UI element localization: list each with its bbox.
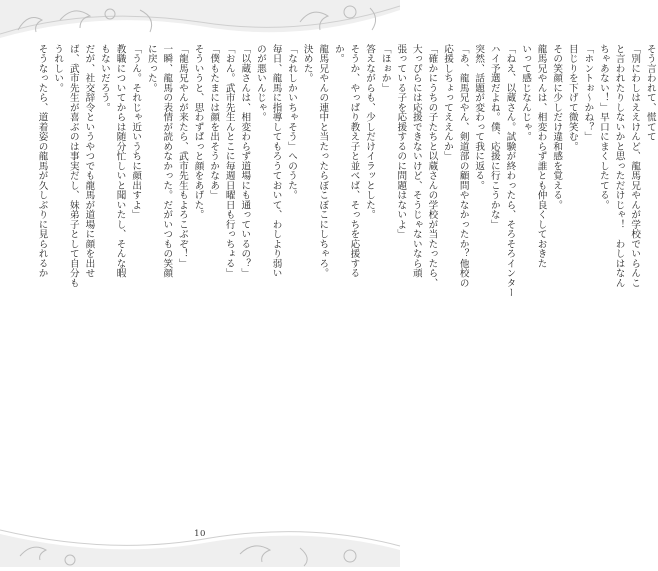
top-floral-ornament [0,0,400,44]
text-column: うれしい。 [52,44,64,93]
text-column: 毎日、龍馬に指導してもろうておいて、わしより弱い [270,44,282,278]
text-column: 突然、話題が変わって我に返る。 [473,44,485,191]
text-column: 「なれしかいちゃそう」へのうた。 [286,44,298,200]
text-column: 「あ、龍馬兄やん、剣道部の顧問やなかったか？他校の [457,44,469,288]
text-column: 決めた。 [301,44,313,83]
text-column: ハイ予選だよね。僕、応援に行こうかな」 [488,44,500,230]
text-column: と言われたりしないかと思っただけじゃ！ わしはなん [613,44,625,288]
text-column: ば、武市先生が喜ぶのは事実だし、妹弟子として自分も [67,44,79,288]
text-column: そうなったら、道着姿の龍馬が久しぶりに見られるか [36,44,48,278]
floral-pattern-top [0,0,400,44]
text-column: そう言われて、慌てて [644,44,656,142]
text-column: 張っている子を応援するのに問題はないよ」 [395,44,407,239]
text-column: 教職についてからは随分忙しいと聞いたし、そんな暇 [114,44,126,278]
text-column: もないだろう。 [98,44,110,113]
text-column: 応援しちょってええんか」 [442,44,454,161]
bottom-floral-ornament [0,520,400,567]
page-number: 10 [194,529,206,539]
text-column: 「別にわしはええけんど、龍馬兄やんが学校でいらんこ [629,44,641,288]
text-column: そうか、やっぱり教え子と並べば、そっちを応援する [348,44,360,278]
text-column: だが、社交辞令というやつでも龍馬が道場に顔を出せ [83,44,95,278]
text-column: 「おん。武市先生んとこに毎週日曜日も行っちょる」 [223,44,235,278]
page-body [34,44,656,516]
text-column: 「確かにうちの子たちと以蔵さんの学校が当たったら、 [426,44,438,288]
text-column: に戻った。 [145,44,157,93]
floral-pattern-bottom [0,520,400,567]
text-column: その笑顔に少しだけ違和感を覚える。 [551,44,563,210]
text-column: ちゃあない！」早口にまくしたてる。 [597,44,609,210]
text-column: 大っぴらには応援できないけど、そうじゃないなら頑 [410,44,422,278]
text-column: のが悪いんじゃ。 [254,44,266,122]
text-column: 「ほぉか」 [379,44,391,93]
text-column: 龍馬兄やんは、相変わらず誰とも仲良くしておきた [535,44,547,269]
text-column: 「僕もたまには顔を出そうかなあ」 [208,44,220,200]
text-column: 一瞬、龍馬の表情が読めなかった。だがいつもの笑顔 [161,44,173,278]
text-column: 目じりを下げて微笑む。 [566,44,578,152]
text-column: そういうと、思わずぱっと顔をあげた。 [192,44,204,220]
text-column: 龍馬兄やんの連中と当たったらぼこぼこにしちゃろ。 [317,44,329,278]
text-column: 答えながらも、少しだけイラッとした。 [364,44,376,220]
text-column: か。 [332,44,344,64]
text-column: いって感じなんじゃ。 [520,44,531,142]
text-column: 「うん。それじゃ近いうちに顔出すよ」 [130,44,142,220]
text-column: 「以蔵さんは、相変わらず道場にも通っているの？」 [239,44,251,278]
vertical-text-block [34,44,658,516]
text-column: 「龍馬兄やんが来たら、武市先生もよろこぶぞ！」 [176,44,188,269]
text-column: 「ねえ、以蔵さん。試験が終わったら、そろそろインター [504,44,516,298]
text-column: 「ホントぉ～かね？」 [582,44,594,142]
